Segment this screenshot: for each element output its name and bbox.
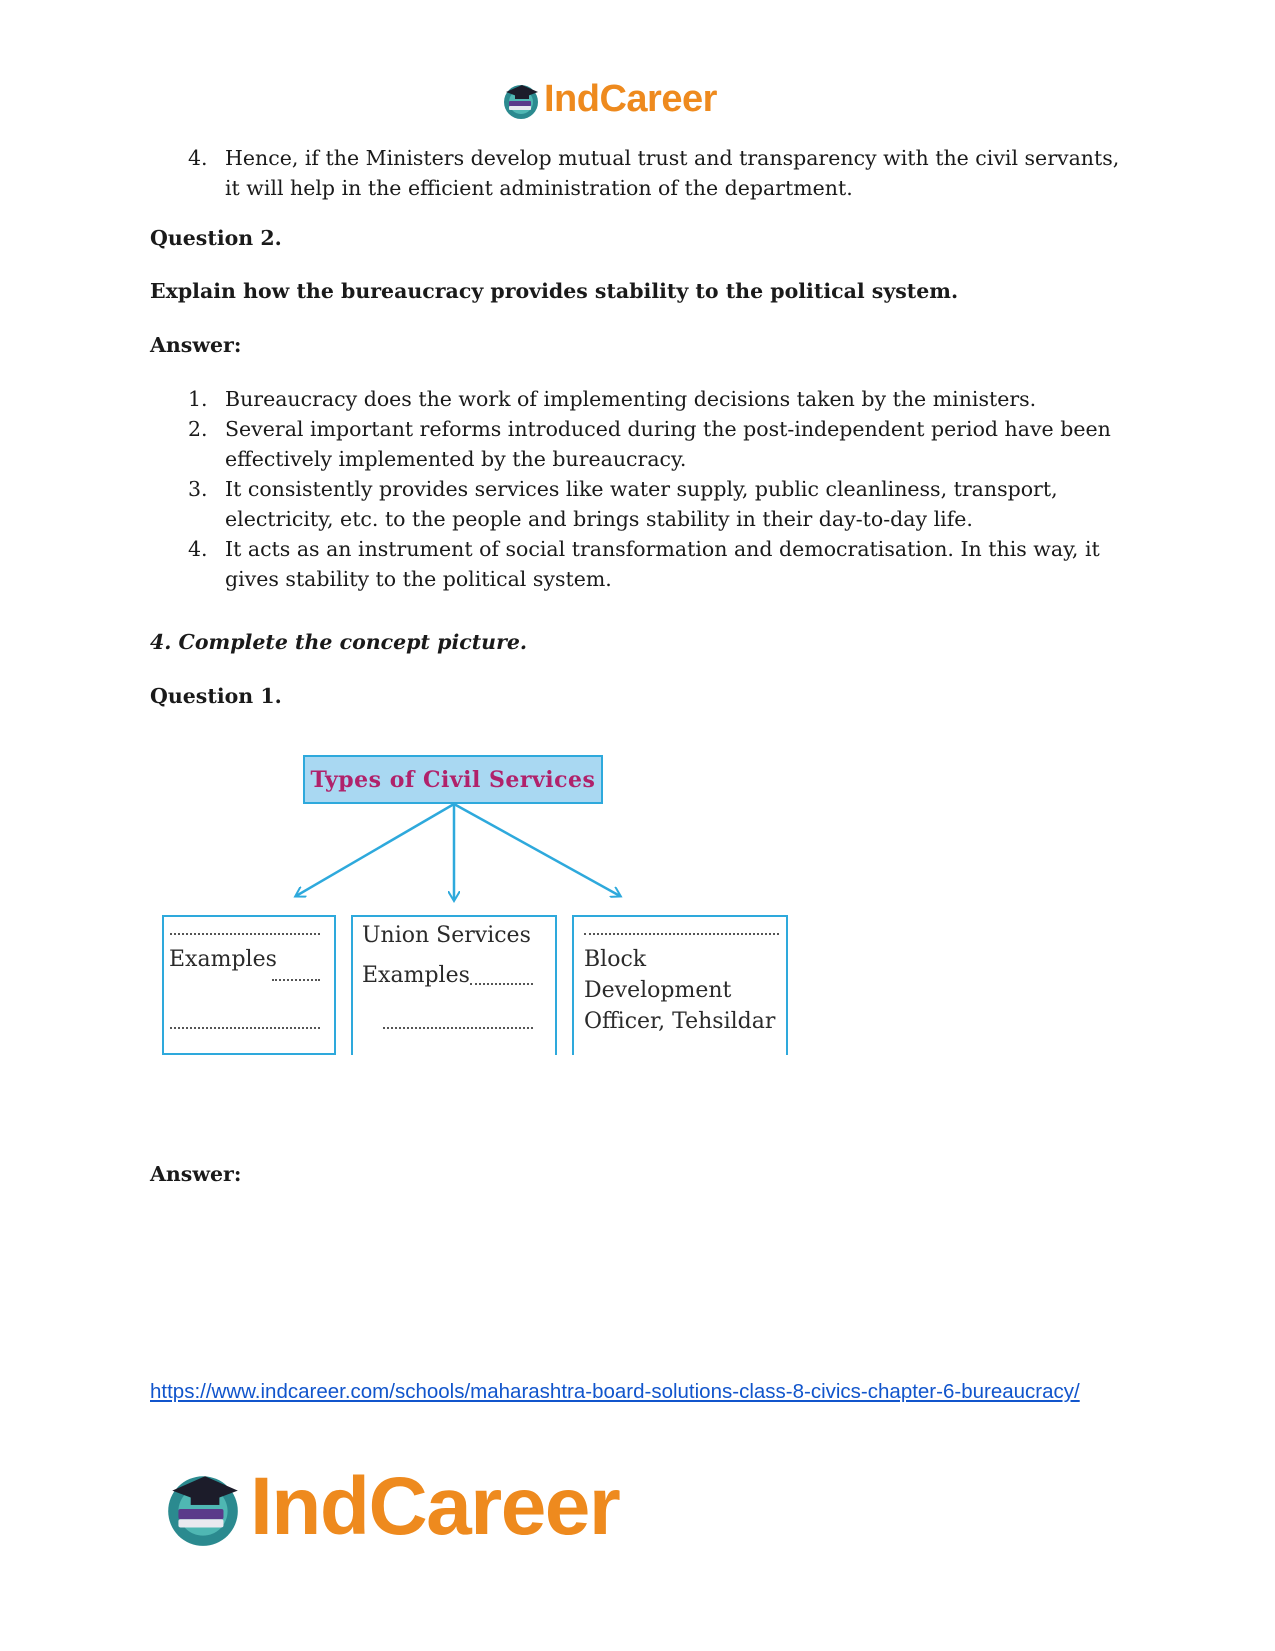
section-heading: 4. Complete the concept picture. (150, 630, 528, 654)
list-number: 2. (188, 417, 208, 441)
list-number: 4. (188, 146, 208, 170)
list-text: Bureaucracy does the work of implementing decisions taken by the ministers. (225, 387, 1037, 411)
answer-label: Answer: (150, 1162, 242, 1186)
list-item (150, 534, 1130, 594)
graduation-cap-icon (500, 79, 542, 121)
source-link[interactable]: https://www.indcareer.com/schools/maharashtra-board-solutions-class-8-civics-chapter-6-bureaucracy/ (150, 1380, 1080, 1403)
blank-line (170, 1027, 320, 1029)
indcareer-logo-top (500, 78, 717, 121)
blank-line (383, 1027, 533, 1029)
box3-line-2: Development (584, 978, 732, 1003)
arrow-left (296, 804, 454, 896)
diagram-title-box: Types of Civil Services (303, 755, 603, 804)
question-text: Explain how the bureaucracy provides stability to the political system. (150, 279, 959, 303)
examples-label: Examples (169, 947, 277, 972)
list-text: Hence, if the Ministers develop mutual trust and transparency with the civil servants, it will help in the efficient administration of the department. (225, 146, 1120, 200)
box3-line-3: Officer, Tehsildar (584, 1009, 776, 1034)
list-number: 1. (188, 387, 208, 411)
graduation-cap-icon (160, 1464, 246, 1550)
answer-label: Answer: (150, 333, 242, 357)
union-services-label: Union Services (362, 923, 531, 948)
question-label: Question 2. (150, 226, 282, 250)
list-item (150, 414, 1130, 474)
diagram-box-2 (351, 915, 557, 1055)
list-number: 3. (188, 477, 208, 501)
list-item (150, 143, 1130, 203)
question-label: Question 1. (150, 684, 282, 708)
concept-diagram (158, 750, 798, 1070)
brand-name: IndCareer (544, 78, 717, 120)
list-text: It acts as an instrument of social transformation and democratisation. In this way, it gives stability to the political system. (225, 537, 1100, 591)
blank-line (584, 933, 779, 935)
list-item (150, 384, 1130, 414)
list-text: Several important reforms introduced during the post-independent period have been effectively implemented by the bureaucracy. (225, 417, 1111, 471)
blank-line (272, 979, 320, 981)
brand-name: IndCareer (250, 1461, 620, 1552)
box3-line-1: Block (584, 947, 647, 972)
blank-line (470, 983, 533, 985)
diagram-box-1 (162, 915, 336, 1055)
arrow-right (454, 804, 620, 896)
indcareer-logo-bottom (160, 1460, 619, 1554)
list-text: It consistently provides services like water supply, public cleanliness, transport, electricity, etc. to the people and brings stability in their day-to-day life. (225, 477, 1058, 531)
list-item (150, 474, 1130, 534)
continued-list (150, 143, 1130, 203)
blank-line (170, 933, 320, 935)
answer-list (150, 384, 1130, 594)
diagram-box-3 (572, 915, 788, 1055)
list-number: 4. (188, 537, 208, 561)
examples-label: Examples (362, 963, 470, 988)
